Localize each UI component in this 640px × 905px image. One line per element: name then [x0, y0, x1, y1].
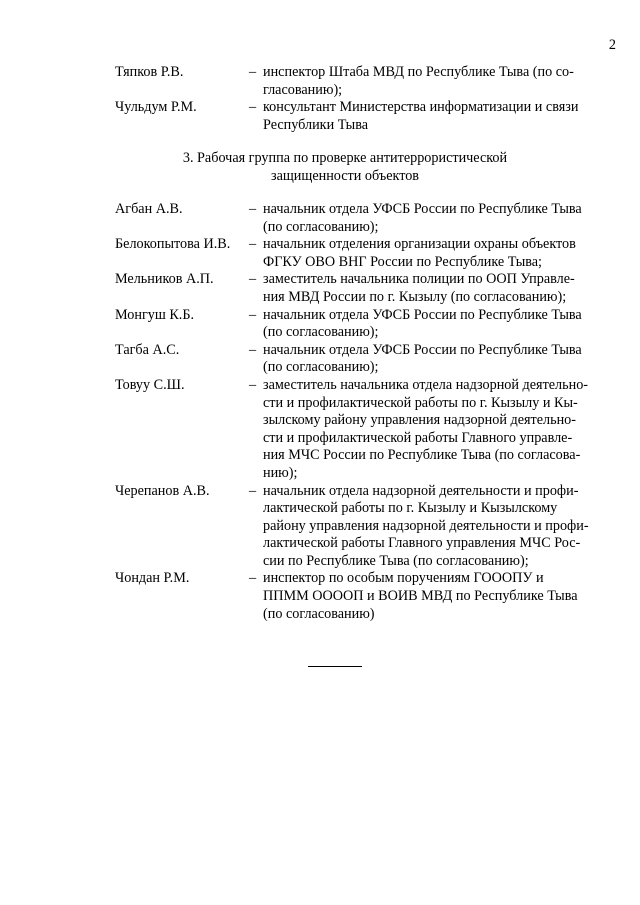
entry-chondan [115, 570, 615, 623]
role-line: сти и профилактической работы по г. Кызылу и Кы- [263, 394, 578, 411]
entry-role [263, 99, 615, 134]
role-line: гласованию); [263, 81, 343, 98]
entry-role [263, 64, 615, 99]
section-title-line: 3. Рабочая группа по проверке антитеррористической [182, 150, 508, 166]
entry-dash: – [249, 201, 257, 217]
role-line: начальник отдела УФСБ России по Республике Тыва [263, 306, 582, 323]
role-line: ния МВД России по г. Кызылу (по согласованию); [263, 288, 567, 305]
role-line: Республики Тыва [263, 116, 369, 133]
entry-cherepanov [115, 483, 615, 571]
entry-name: Тяпков Р.В. [115, 64, 184, 80]
entry-tyapkov [115, 64, 615, 99]
entry-chuldum [115, 99, 615, 134]
role-line: лактической работы по г. Кызылу и Кызылскому [263, 500, 558, 517]
role-line: нию); [263, 464, 298, 481]
entry-name: Белокопытова И.В. [115, 236, 231, 253]
section-title [140, 150, 550, 185]
role-line: ППММ ООООП и ВОИВ МВД по Республике Тыва [263, 588, 578, 605]
role-line: сии по Республике Тыва (по согласованию); [263, 552, 529, 569]
role-line: (по согласованию) [263, 605, 375, 622]
entry-dash: – [249, 306, 257, 323]
entry-role [263, 377, 615, 483]
entry-role [263, 201, 615, 236]
entry-dash: – [249, 236, 257, 253]
section-title-line: защищенности объектов [270, 167, 419, 184]
entry-dash: – [249, 570, 257, 587]
role-line: (по согласованию); [263, 359, 379, 376]
role-line: ФГКУ ОВО ВНГ России по Республике Тыва; [263, 253, 542, 270]
role-line: лактической работы Главного управления МЧС Рос- [263, 535, 581, 552]
role-line: инспектор Штаба МВД по Республике Тыва (по со- [263, 64, 574, 80]
entry-name: Товуу С.Ш. [115, 376, 185, 393]
entry-name: Чондан Р.М. [115, 570, 190, 587]
closing-separator-line [308, 666, 362, 667]
entry-name: Черепанов А.В. [115, 482, 210, 499]
entry-dash: – [249, 341, 257, 358]
role-line: (по согласованию); [263, 218, 379, 235]
role-line: начальник отдела УФСБ России по Республике Тыва [263, 341, 582, 358]
top-entries [115, 64, 615, 134]
entry-belokopytova [115, 236, 615, 271]
role-line: ния МЧС России по Республике Тыва (по согласова- [263, 447, 581, 464]
entry-agban [115, 201, 615, 236]
entry-dash: – [249, 376, 257, 393]
entry-mongush [115, 307, 615, 342]
entry-role [263, 307, 615, 342]
group-entries [115, 201, 615, 623]
entry-name: Тагба А.С. [115, 341, 180, 358]
entry-dash: – [249, 99, 257, 116]
entry-name: Монгуш К.Б. [115, 306, 195, 323]
role-line: району управления надзорной деятельности и профи- [263, 517, 589, 534]
entry-dash: – [249, 271, 257, 288]
role-line: (по согласованию); [263, 324, 379, 341]
role-line: начальник отдела УФСБ России по Республике Тыва [263, 201, 582, 217]
entry-dash: – [249, 64, 257, 80]
entry-name: Мельников А.П. [115, 271, 214, 288]
entry-name: Агбан А.В. [115, 201, 183, 217]
entry-tovuu [115, 377, 615, 483]
role-line: начальник отделения организации охраны объектов [263, 236, 576, 253]
entry-role [263, 483, 615, 571]
entry-name: Чульдум Р.М. [115, 99, 197, 116]
role-line: заместитель начальника отдела надзорной деятельно- [263, 376, 589, 393]
role-line: консультант Министерства информатизации и связи [263, 99, 579, 116]
entry-tagba [115, 342, 615, 377]
role-line: инспектор по особым поручениям ГОООПУ и [263, 570, 544, 587]
role-line: зылскому району управления надзорной деятельно- [263, 412, 576, 429]
entry-melnikov [115, 271, 615, 306]
entry-dash: – [249, 482, 257, 499]
role-line: заместитель начальника полиции по ООП Управле- [263, 271, 575, 288]
role-line: начальник отдела надзорной деятельности и профи- [263, 482, 579, 499]
page-number: 2 [608, 37, 616, 53]
entry-role [263, 271, 615, 306]
entry-role [263, 236, 615, 271]
entry-role [263, 342, 615, 377]
entry-role [263, 570, 615, 623]
role-line: сти и профилактической работы Главного управле- [263, 429, 573, 446]
